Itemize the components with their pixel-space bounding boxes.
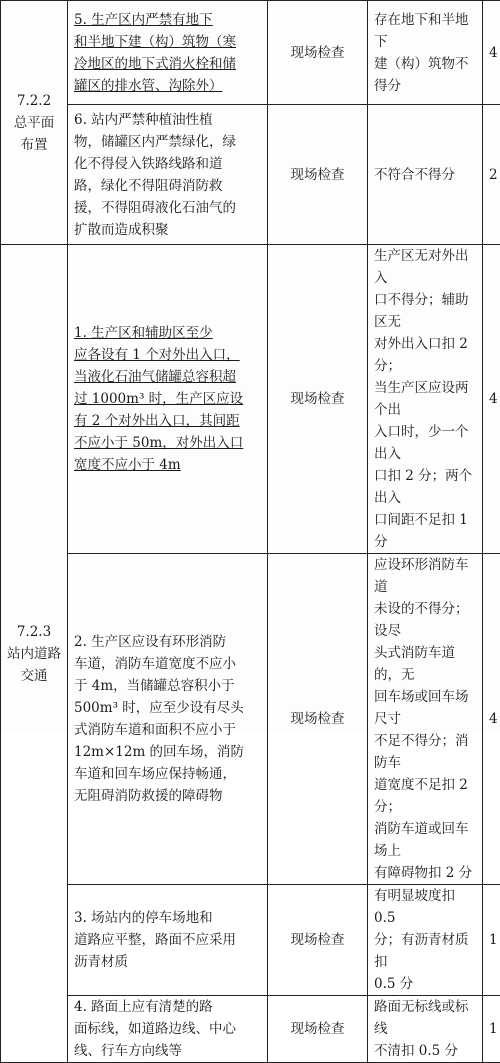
section-code: 7.2.3 <box>7 621 61 643</box>
score-value: 4 <box>489 45 498 61</box>
table-row <box>1 996 500 1063</box>
method-text: 现场检查 <box>291 167 345 183</box>
table-row <box>1 245 500 554</box>
section-cell <box>1 245 68 1063</box>
requirement-cell <box>68 245 268 554</box>
method-cell <box>268 554 368 885</box>
section-code: 7.2.2 <box>7 90 61 112</box>
score-value: 1 <box>489 932 498 948</box>
method-text: 现场检查 <box>291 932 345 948</box>
score-cell <box>483 996 500 1063</box>
section-cell <box>1 1 68 245</box>
method-cell <box>268 245 368 554</box>
criteria-cell <box>368 105 483 245</box>
requirement-cell <box>68 996 268 1063</box>
score-cell <box>483 885 500 996</box>
table-row <box>1 105 500 245</box>
method-cell <box>268 1 368 105</box>
method-text: 现场检查 <box>291 45 345 61</box>
criteria-cell <box>368 996 483 1063</box>
criteria-text: 应设环形消防车道 未设的不得分；设尽 头式消防车道的，无 回车场或回车场尺寸 不足不得分；消防车 道宽度不足扣 2 分； 消防车道或回车场上 有障碍物扣 2 分 <box>374 554 476 884</box>
requirement-text: 2. 生产区应设有环形消防 车道，消防车道宽度不应小 于 4m，当储罐总容积小于 500m³ 时，应至少设有尽头 式消防车道和面积不应小于 12m×12m 的回车场，消防 车道和回车场应保持畅通， 无阻碍消防救援的障碍物 <box>74 631 261 807</box>
score-cell <box>483 245 500 554</box>
criteria-text: 存在地下和半地下 建（构）筑物不得分 <box>374 9 476 97</box>
method-text: 现场检查 <box>291 391 345 407</box>
criteria-cell <box>368 554 483 885</box>
table-row <box>1 554 500 885</box>
score-value: 4 <box>489 711 498 727</box>
score-value: 2 <box>489 167 498 183</box>
score-cell <box>483 1 500 105</box>
table-row <box>1 1 500 105</box>
criteria-cell <box>368 1 483 105</box>
criteria-cell <box>368 885 483 996</box>
requirement-cell <box>68 105 268 245</box>
section-title: 站内道路 交通 <box>7 643 61 687</box>
requirement-cell <box>68 554 268 885</box>
method-cell <box>268 996 368 1063</box>
table-row <box>1 885 500 996</box>
requirement-text: 1. 生产区和辅助区至少 应各设有 1 个对外出入口， 当液化石油气储罐总容积超 过 1000m³ 时，生产区应设 有 2 个对外出入口，其间距 不应小于 50m，对外出入口 宽度不应小于 4m <box>74 322 261 476</box>
method-cell <box>268 105 368 245</box>
section-title: 总平面 布置 <box>7 112 61 156</box>
method-text: 现场检查 <box>291 711 345 727</box>
requirement-text: 3. 场站内的停车场地和 道路应平整，路面不应采用 沥青材质 <box>74 907 261 973</box>
criteria-text: 生产区无对外出入 口不得分；辅助区无 对外出入口扣 2 分； 当生产区应设两个出 入口时，少一个出入 口扣 2 分；两个出入 口间距不足扣 1 分 <box>374 245 476 553</box>
requirement-cell <box>68 885 268 996</box>
requirement-text: 6. 站内严禁种植油性植 物，储罐区内严禁绿化，绿 化不得侵入铁路线路和道 路，绿化不得阻碍消防救 援，不得阻碍液化石油气的 扩散而造成积聚 <box>74 109 261 241</box>
requirement-text: 5. 生产区内严禁有地下 和半地下建（构）筑物（寒 冷地区的地下式消火栓和储 罐区的排水管、沟除外） <box>74 9 261 97</box>
requirement-cell <box>68 1 268 105</box>
score-value: 1 <box>489 1021 498 1037</box>
method-cell <box>268 885 368 996</box>
method-text: 现场检查 <box>291 1021 345 1037</box>
score-cell <box>483 105 500 245</box>
score-cell <box>483 554 500 885</box>
criteria-text: 不符合不得分 <box>374 164 476 186</box>
criteria-text: 路面无标线或标线 不清扣 0.5 分 <box>374 996 476 1062</box>
criteria-text: 有明显坡度扣 0.5 分；有沥青材质扣 0.5 分 <box>374 885 476 995</box>
requirement-text: 4. 路面上应有清楚的路 面标线，如道路边线、中心 线、行车方向线等 <box>74 996 261 1062</box>
score-value: 4 <box>489 391 498 407</box>
criteria-cell <box>368 245 483 554</box>
